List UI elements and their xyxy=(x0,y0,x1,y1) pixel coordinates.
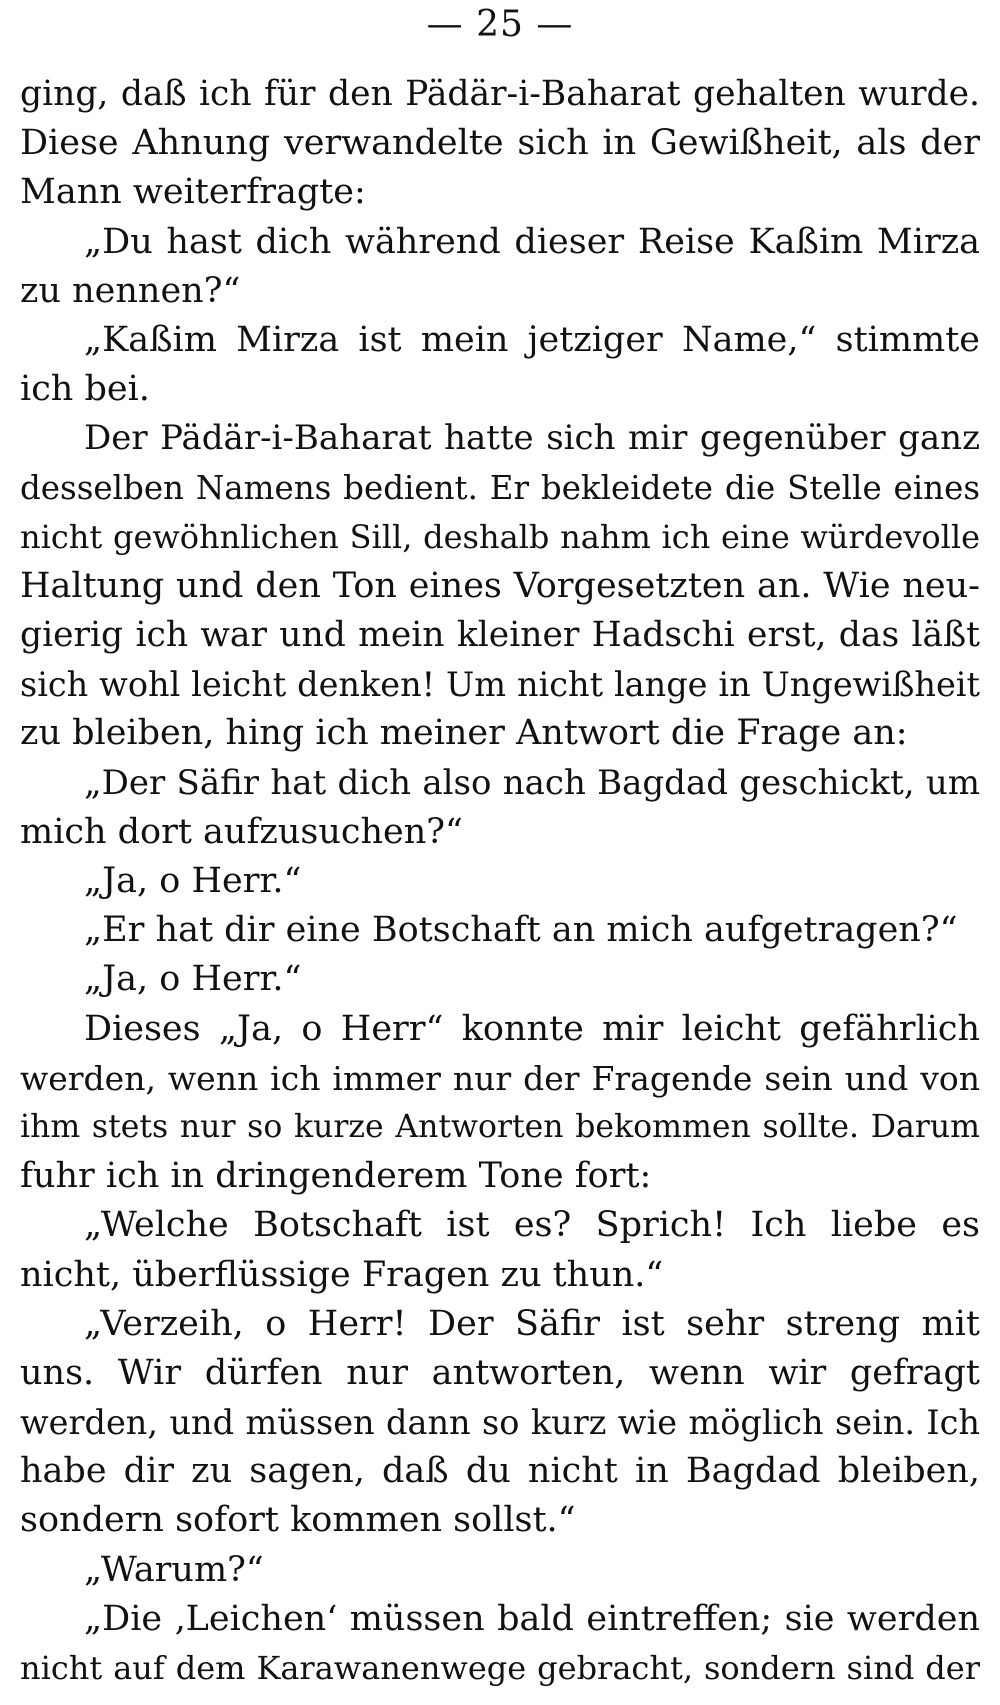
page-number: — 25 — xyxy=(426,4,574,45)
text-line: „Kaßim Mirza ist mein jetziger Name,“ stimmte xyxy=(84,319,980,360)
text-line: habe dir zu sagen, daß du nicht in Bagdad bleiben, xyxy=(20,1451,980,1492)
text-line: nicht auf dem Karawanenwege gebracht, sondern sind der xyxy=(20,1649,980,1687)
text-line: „Die ‚Leichen‘ müssen bald eintreffen; sie werden xyxy=(84,1598,980,1639)
text-line: Mann weiterfragte: xyxy=(20,172,366,213)
text-line: Dieses „Ja, o Herr“ konnte mir leicht gefährlich xyxy=(84,1008,980,1049)
text-line: nicht, überflüssige Fragen zu thun.“ xyxy=(20,1254,664,1295)
text-line: zu nennen?“ xyxy=(20,270,241,311)
text-line: „Du hast dich während dieser Reise Kaßim Mirza xyxy=(84,221,980,262)
text-line: „Ja, o Herr.“ xyxy=(84,959,302,1000)
text-line: gierig ich war und mein kleiner Hadschi erst, das läßt xyxy=(20,615,980,656)
text-line: fuhr ich in dringenderem Tone fort: xyxy=(20,1156,652,1197)
body-text xyxy=(20,70,980,1693)
text-line: ging, daß ich für den Pädär-i-Baharat gehalten wurde. xyxy=(20,74,980,114)
text-line: werden, wenn ich immer nur der Fragende sein und von xyxy=(20,1058,980,1098)
text-line: mich dort aufzusuchen?“ xyxy=(20,811,463,852)
text-line: sich wohl leicht denken! Um nicht lange in Ungewißheit xyxy=(20,665,980,705)
text-line: „Welche Botschaft ist es? Sprich! Ich liebe es xyxy=(84,1205,980,1246)
text-line: sondern sofort kommen sollst.“ xyxy=(20,1500,576,1541)
text-line: Diese Ahnung verwandelte sich in Gewißheit, als der xyxy=(20,123,980,164)
text-line: „Der Säfir hat dich also nach Bagdad geschickt, um xyxy=(84,762,980,803)
text-line: nicht gewöhnlichen Sill, deshalb nahm ich eine würdevolle xyxy=(20,517,980,556)
text-line: Haltung und den Ton eines Vorgesetzten an. Wie neu- xyxy=(20,565,980,606)
text-line: ihm stets nur so kurze Antworten bekommen sollte. Darum xyxy=(20,1108,980,1145)
text-line: „Er hat dir eine Botschaft an mich aufgetragen?“ xyxy=(84,910,958,951)
text-line: „Verzeih, o Herr! Der Säfir ist sehr streng mit xyxy=(84,1303,980,1344)
text-line: desselben Namens bedient. Er bekleidete die Stelle eines xyxy=(20,468,980,507)
text-line: uns. Wir dürfen nur antworten, wenn wir gefragt xyxy=(20,1352,980,1393)
text-line: zu bleiben, hing ich meiner Antwort die Frage an: xyxy=(20,713,908,754)
text-line: „Warum?“ xyxy=(84,1549,264,1590)
text-line: ich bei. xyxy=(20,369,150,410)
text-line: werden, und müssen dann so kurz wie möglich sein. Ich xyxy=(20,1403,980,1443)
text-line: Der Pädär-i-Baharat hatte sich mir gegenüber ganz xyxy=(84,418,980,459)
text-line: „Ja, o Herr.“ xyxy=(84,861,302,901)
